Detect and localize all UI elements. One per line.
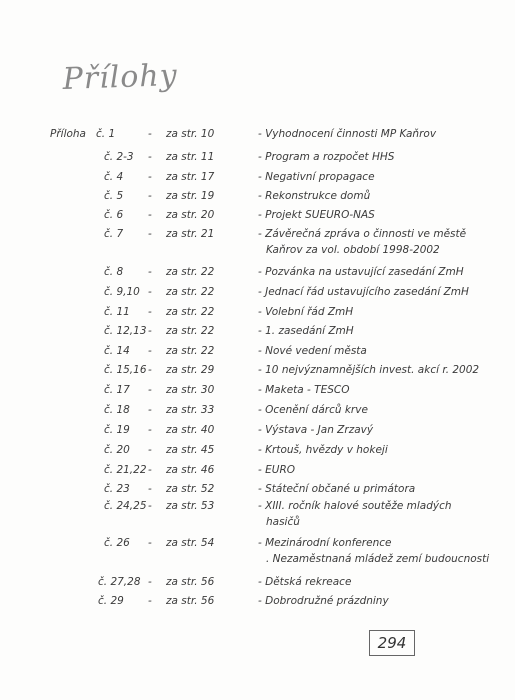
attachment-description: - Ocenění dárců krve [258, 404, 368, 416]
list-item [0, 286, 515, 304]
list-item [0, 325, 515, 343]
attachment-number: č. 2-3 [104, 151, 134, 163]
list-item [0, 595, 515, 613]
attachment-description: - EURO [258, 464, 296, 476]
page-reference: za str. 10 [166, 128, 215, 140]
attachment-number: č. 5 [104, 190, 124, 202]
dash: - [148, 266, 152, 278]
page-reference: za str. 20 [166, 209, 215, 221]
page-reference: za str. 22 [166, 286, 215, 298]
page-reference: za str. 11 [166, 151, 215, 163]
dash: - [148, 483, 152, 495]
dash: - [148, 384, 152, 396]
dash: - [148, 325, 152, 337]
attachment-number: č. 6 [104, 209, 124, 221]
attachment-description: - Dobrodružné prázdniny [258, 595, 389, 607]
attachment-description: - Maketa - TESCO [258, 384, 350, 396]
dash: - [148, 500, 152, 512]
attachment-description: - Jednací řád ustavujícího zasedání ZmH [258, 286, 469, 298]
attachment-description: - Výstava - Jan Zrzavý [258, 424, 374, 436]
attachment-number: č. 9,10 [104, 286, 140, 298]
attachment-description: - Projekt SUEURO-NAS [258, 209, 375, 221]
dash: - [148, 190, 152, 202]
attachment-number: č. 11 [104, 306, 130, 318]
page-reference: za str. 56 [166, 595, 215, 607]
list-item [0, 444, 515, 462]
dash: - [148, 209, 152, 221]
dash: - [148, 404, 152, 416]
attachment-description-continuation: hasičů [266, 516, 300, 528]
attachment-number: č. 20 [104, 444, 130, 456]
page-reference: za str. 22 [166, 306, 215, 318]
dash: - [148, 595, 152, 607]
page-reference: za str. 33 [166, 404, 215, 416]
dash: - [148, 286, 152, 298]
page-reference: za str. 54 [166, 537, 215, 549]
list-item [0, 364, 515, 382]
dash: - [148, 364, 152, 376]
page-reference: za str. 22 [166, 266, 215, 278]
dash: - [148, 228, 152, 240]
attachment-number: č. 21,22 [104, 464, 147, 476]
attachment-description: - Státeční občané u primátora [258, 483, 416, 495]
list-item [0, 306, 515, 324]
attachment-description: - Krtouš, hvězdy v hokeji [258, 444, 388, 456]
list-item [0, 404, 515, 422]
attachment-description: - Program a rozpočet HHS [258, 151, 395, 163]
attachment-number: č. 1 [96, 128, 116, 140]
list-item [0, 464, 515, 482]
list-item [0, 171, 515, 189]
list-item [0, 151, 515, 169]
list-item [0, 190, 515, 208]
page-reference: za str. 17 [166, 171, 215, 183]
attachment-number: č. 24,25 [104, 500, 147, 512]
attachment-description: - Závěrečná zpráva o činnosti ve městě [258, 228, 467, 240]
page-reference: za str. 29 [166, 364, 215, 376]
dash: - [148, 128, 152, 140]
attachment-number: č. 18 [104, 404, 130, 416]
page-reference: za str. 30 [166, 384, 215, 396]
page-reference: za str. 40 [166, 424, 215, 436]
list-item [0, 384, 515, 402]
attachment-number: č. 26 [104, 537, 130, 549]
attachment-number: č. 14 [104, 345, 130, 357]
attachment-number: č. 8 [104, 266, 124, 278]
attachment-number: č. 23 [104, 483, 130, 495]
attachment-label: Příloha [50, 128, 86, 140]
page-reference: za str. 22 [166, 345, 215, 357]
dash: - [148, 151, 152, 163]
attachment-description: - Pozvánka na ustavující zasedání ZmH [258, 266, 464, 278]
page-reference: za str. 56 [166, 576, 215, 588]
attachment-number: č. 29 [98, 595, 124, 607]
attachment-number: č. 7 [104, 228, 124, 240]
dash: - [148, 537, 152, 549]
attachment-description: - Vyhodnocení činnosti MP Kaňrov [258, 128, 437, 140]
attachment-number: č. 17 [104, 384, 130, 396]
list-item [0, 576, 515, 594]
attachment-description-continuation: . Nezaměstnaná mládež zemí budoucnosti [266, 553, 490, 565]
page-reference: za str. 46 [166, 464, 215, 476]
page-reference: za str. 45 [166, 444, 215, 456]
attachment-number: č. 19 [104, 424, 130, 436]
attachment-description: - Negativní propagace [258, 171, 375, 183]
attachment-number: č. 27,28 [98, 576, 141, 588]
list-item [0, 266, 515, 284]
attachment-description: - 10 nejvýznamnějších invest. akcí r. 2002 [258, 364, 480, 376]
attachment-description: - Dětská rekreace [258, 576, 352, 588]
attachment-description: - Rekonstrukce domů [258, 190, 371, 202]
attachment-number: č. 12,13 [104, 325, 147, 337]
page-reference: za str. 53 [166, 500, 215, 512]
attachment-number: č. 4 [104, 171, 124, 183]
page-title: Přílohy [62, 57, 179, 97]
list-item [0, 424, 515, 442]
dash: - [148, 576, 152, 588]
attachment-description: - Nové vedení města [258, 345, 367, 357]
attachment-description: - 1. zasedání ZmH [258, 325, 354, 337]
dash: - [148, 444, 152, 456]
list-item [0, 345, 515, 363]
page-reference: za str. 22 [166, 325, 215, 337]
attachment-description: - XIII. ročník halové soutěže mladých [258, 500, 452, 512]
dash: - [148, 424, 152, 436]
page-number-stamp: 294 [369, 630, 415, 656]
dash: - [148, 306, 152, 318]
page-reference: za str. 19 [166, 190, 215, 202]
attachment-description: - Volební řád ZmH [258, 306, 354, 318]
attachment-description: - Mezinárodní konference [258, 537, 392, 549]
list-item [0, 128, 515, 146]
list-item [0, 209, 515, 227]
attachment-number: č. 15,16 [104, 364, 147, 376]
list-item [0, 483, 515, 501]
dash: - [148, 171, 152, 183]
dash: - [148, 464, 152, 476]
attachment-description-continuation: Kaňrov za vol. období 1998-2002 [266, 244, 440, 256]
dash: - [148, 345, 152, 357]
list-item [0, 500, 515, 518]
page-reference: za str. 21 [166, 228, 215, 240]
page-reference: za str. 52 [166, 483, 215, 495]
